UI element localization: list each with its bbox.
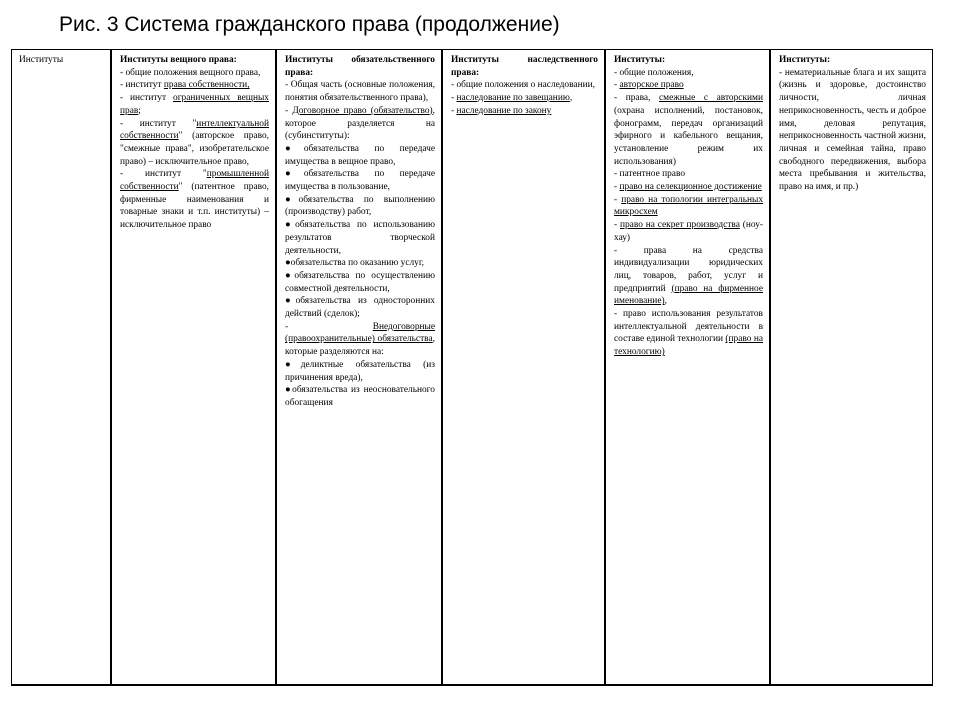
column-body xyxy=(614,67,763,359)
institute-item: ●обязательства из неосновательного обогащения xyxy=(285,385,435,408)
institute-item: - Внедоговорные (правоохранительные) обязательства, которые разделяются на: xyxy=(285,321,435,358)
institute-item: - право на селекционное достижение xyxy=(614,182,762,193)
institute-item: ●обязательства по передаче имущества в вещное право, xyxy=(285,143,435,167)
institute-item: ●обязательства из односторонних действий (сделок); xyxy=(285,296,435,320)
institute-item: - общие положения о наследовании, xyxy=(451,80,595,91)
institute-item: - право на топологии интегральных микросхем xyxy=(614,194,764,218)
institute-item: - право использования результатов интеллектуальной деятельности в составе единой технологии (право на технологию) xyxy=(614,309,763,358)
obligations-law-column xyxy=(277,50,443,684)
institute-item: - наследование по завещанию, xyxy=(451,93,573,104)
institute-item: - институт "промышленной собственности" (патентное право, фирменные наименования и товарные знаки и т.п. институты) – исключительное право xyxy=(120,169,269,231)
inheritance-law-column xyxy=(443,50,606,684)
row-header-label: Институты xyxy=(19,55,64,65)
institute-item: - авторское право xyxy=(614,80,684,91)
intellectual-property-column xyxy=(606,50,771,684)
column-title: Институты вещного права: xyxy=(120,55,237,65)
institute-item: ●обязательства по передаче имущества в пользование, xyxy=(285,169,435,193)
institute-item: ●обязательства по использованию результатов творческой деятельности, xyxy=(285,220,435,256)
row-header-cell xyxy=(12,50,112,684)
institute-item: - наследование по закону xyxy=(451,105,552,116)
column-title: Институты: xyxy=(779,55,831,65)
column-title: Институты обязательственного права: xyxy=(285,55,435,78)
institute-item: - права на средства индивидуализации юридических лиц, товаров, работ, услуг и предприятий (право на фирменное именование), xyxy=(614,245,763,307)
institute-item: - право на секрет производства (ноу-хау) xyxy=(614,220,764,243)
institute-item: - институт "интеллектуальной собственности" (авторское право, "смежные права", изобретательское право) – исключительное право, xyxy=(120,118,269,167)
institute-item: ●обязательства по оказанию услуг, xyxy=(285,258,424,269)
institute-item: ●деликтные обязательства (из причинения вреда), xyxy=(285,359,435,383)
civil-law-system-table xyxy=(11,49,933,686)
column-body xyxy=(120,67,269,232)
institute-item: - общие положения вещного права, xyxy=(120,67,261,78)
property-law-column xyxy=(112,50,277,684)
institute-item: - Общая часть (основные положения, понятия обязательственного права), xyxy=(285,80,435,104)
institute-item: ●обязательства по осуществлению совместной деятельности, xyxy=(285,270,435,294)
column-title: Институты: xyxy=(614,55,666,65)
institute-item: - институт ограниченных вещных прав; xyxy=(120,93,269,116)
institute-item: - права, смежные с авторскими (охрана исполнений, постановок, фонограмм, передач организаций эфирного и кабельного вещания, установление режим их использования) xyxy=(614,93,763,167)
column-body xyxy=(451,79,598,117)
institute-item: - нематериальные блага и их защита (жизнь и здоровье, достоинство личности, личная неприкосновенность, честь и доброе имя, деловая репутация, неприкосновенность частной жизни, личная и семейная тайна, право свободного передвижения, выбора места пребывания и жительства, право на имя, и пр.) xyxy=(779,67,926,193)
column-body xyxy=(779,67,926,194)
column-body xyxy=(285,79,435,409)
slide-title: Рис. 3 Система гражданского права (продолжение) xyxy=(59,13,560,36)
institute-item: - Договорное право (обязательство), которое разделяется на (субинституты): xyxy=(285,105,436,142)
column-title: Институты наследственного права: xyxy=(451,55,598,78)
institute-item: - общие положения, xyxy=(614,67,694,78)
institute-item: - патентное право xyxy=(614,169,686,180)
institute-item: ●обязательства по выполнению (производству) работ, xyxy=(285,194,435,218)
intangible-benefits-column xyxy=(771,50,932,684)
institute-item: - институт права собственности, xyxy=(120,80,250,91)
